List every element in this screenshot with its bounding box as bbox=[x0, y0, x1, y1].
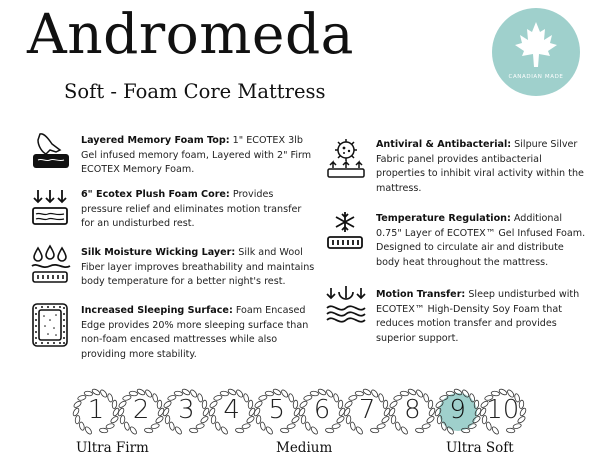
hand-pressing-foam-icon bbox=[30, 130, 72, 172]
firmness-number: 7 bbox=[358, 395, 376, 425]
feature-motion-transfer bbox=[325, 284, 585, 344]
feature-body: Additional 0.75" Layer of ECOTEX™ Gel Infused Foam. Designed to circulate air and distribute body heat throughout the mattress. bbox=[376, 213, 586, 268]
maple-leaf-icon bbox=[514, 20, 558, 70]
firmness-level-6 bbox=[298, 388, 346, 436]
feature-antiviral bbox=[325, 138, 585, 198]
feature-layered-memory-foam bbox=[30, 130, 315, 180]
firmness-level-3 bbox=[162, 388, 210, 436]
feature-increased-sleeping-surface bbox=[30, 300, 315, 366]
firmness-level-10 bbox=[479, 388, 527, 436]
firmness-scale bbox=[72, 388, 532, 438]
feature-silk-moisture-wicking bbox=[30, 244, 315, 294]
firmness-number: 2 bbox=[132, 395, 150, 425]
feature-title: Antiviral & Antibacterial: bbox=[376, 139, 512, 150]
feature-title: Layered Memory Foam Top: bbox=[81, 135, 230, 146]
feature-body: Silk and Wool Fiber layer improves breathability and maintains body temperature for a better night's rest. bbox=[81, 247, 315, 288]
feature-title: Temperature Regulation: bbox=[376, 213, 511, 224]
firmness-number: 8 bbox=[404, 395, 421, 425]
firmness-level-9 bbox=[434, 388, 482, 436]
scale-label-ultra-soft: Ultra Soft bbox=[446, 440, 514, 456]
scale-label-medium: Medium bbox=[276, 440, 333, 456]
firmness-level-7 bbox=[343, 388, 391, 436]
feature-body: 1" ECOTEX 3lb Gel infused memory foam, Layered with 2" Firm ECOTEX Memory Foam. bbox=[81, 135, 312, 176]
feature-body: Sleep undisturbed with ECOTEX™ High-Density Soy Foam that reduces motion transfer and provides superior support. bbox=[376, 289, 580, 344]
firmness-number: 5 bbox=[268, 395, 286, 425]
firmness-number: 3 bbox=[178, 395, 195, 425]
badge-label: CANADIAN MADE bbox=[508, 74, 564, 80]
firmness-number: 6 bbox=[313, 395, 331, 425]
scale-label-ultra-firm: Ultra Firm bbox=[76, 440, 149, 456]
firmness-level-4 bbox=[208, 388, 256, 436]
firmness-level-8 bbox=[388, 388, 436, 436]
foam-encased-edge-icon bbox=[30, 300, 72, 350]
feature-plush-foam-core bbox=[30, 188, 315, 238]
feature-title: Increased Sleeping Surface: bbox=[81, 305, 233, 316]
firmness-number: 9 bbox=[449, 395, 466, 425]
feature-temperature-regulation bbox=[325, 210, 585, 272]
feature-body: Foam Encased Edge provides 20% more sleeping surface than non-foam encased mattresses while also providing more stability. bbox=[81, 305, 309, 360]
moisture-drops-icon bbox=[30, 244, 72, 286]
firmness-level-1 bbox=[72, 388, 120, 436]
motion-transfer-icon bbox=[325, 284, 367, 326]
firmness-level-5 bbox=[253, 388, 301, 436]
firmness-level-2 bbox=[117, 388, 165, 436]
feature-body: Silpure Silver Fabric panel provides antibacterial properties to inhibit viral activity within the mattress. bbox=[376, 139, 584, 194]
temperature-snowflake-icon bbox=[325, 210, 367, 252]
firmness-number: 1 bbox=[87, 395, 105, 425]
feature-title: Motion Transfer: bbox=[376, 289, 466, 300]
canadian-made-badge bbox=[492, 8, 580, 96]
firmness-number: 10 bbox=[486, 395, 520, 425]
page-title: Andromeda bbox=[27, 2, 354, 66]
antiviral-fabric-icon bbox=[325, 138, 367, 180]
feature-title: 6" Ecotex Plush Foam Core: bbox=[81, 189, 230, 200]
firmness-number: 4 bbox=[223, 395, 240, 425]
pressure-arrows-foam-icon bbox=[30, 188, 72, 230]
feature-title: Silk Moisture Wicking Layer: bbox=[81, 247, 236, 258]
feature-body: Provides pressure relief and eliminates motion transfer for an undisturbed rest. bbox=[81, 189, 302, 230]
page-subtitle: Soft - Foam Core Mattress bbox=[64, 80, 326, 103]
